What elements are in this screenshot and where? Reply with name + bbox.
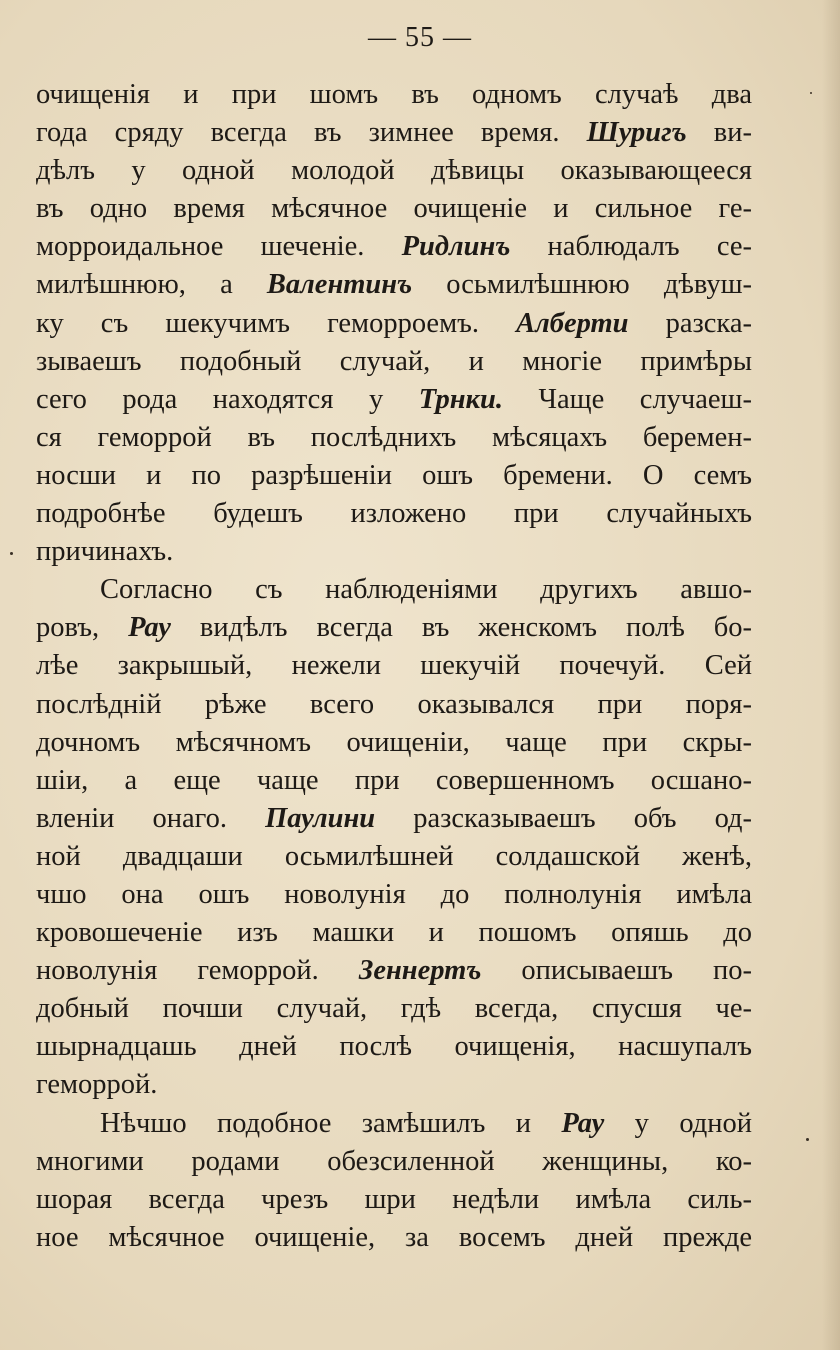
text-line — [36, 419, 752, 457]
text-segment: шіи, а еще чаще при совершенномъ осшано- — [36, 764, 752, 796]
text-line — [36, 762, 752, 800]
text-segment: осьмилѣшнюю дѣвуш- — [412, 269, 752, 301]
text-segment: описываешъ по- — [481, 955, 753, 987]
text-line — [36, 266, 752, 304]
text-segment: видѣлъ всегда въ женскомъ полѣ бо- — [170, 612, 753, 644]
text-segment: у одной — [604, 1107, 753, 1139]
text-line — [36, 343, 752, 381]
text-line — [36, 76, 752, 114]
text-line — [36, 1143, 752, 1181]
text-segment: причинахъ. — [36, 536, 174, 568]
text-line — [36, 381, 752, 419]
paper-speck — [810, 92, 812, 94]
text-segment: разска- — [628, 307, 752, 339]
text-segment: дочномъ мѣсячномъ очищеніи, чаще при скры- — [36, 726, 752, 758]
text-segment: зываешъ подобный случай, и многіе примѣры — [36, 345, 752, 377]
text-line — [36, 571, 752, 609]
text-segment: кровошеченіе изъ машки и пошомъ опяшь до — [36, 917, 752, 949]
author-name: Ридлинъ — [401, 231, 511, 263]
text-line — [36, 914, 752, 952]
author-name: Шуригъ — [586, 117, 687, 149]
text-line — [36, 457, 752, 495]
text-segment: дѣлъ у одной молодой дѣвицы оказывающееся — [36, 155, 752, 187]
text-line — [36, 305, 752, 343]
text-line — [36, 1066, 752, 1104]
text-line — [36, 152, 752, 190]
text-segment: новолунія геморрой. — [36, 955, 359, 987]
text-segment: въ одно время мѣсячное очищеніе и сильное ге- — [36, 193, 752, 225]
text-line — [36, 686, 752, 724]
text-segment: наблюдалъ се- — [510, 231, 752, 263]
text-segment: шырнадцашь дней послѣ очищенія, насшупалъ — [36, 1031, 752, 1063]
text-segment: очищенія и при шомъ въ одномъ случаѣ два — [36, 79, 752, 110]
author-name: Валентинъ — [266, 269, 413, 301]
text-line — [36, 838, 752, 876]
text-segment: носши и по разрѣшеніи ошъ бремени. О семъ — [36, 459, 752, 491]
text-segment: ви- — [686, 117, 752, 149]
text-segment: разсказываешъ объ од- — [375, 802, 752, 834]
text-line — [36, 1105, 752, 1143]
text-segment: послѣдній рѣже всего оказывался при поря- — [36, 688, 752, 720]
text-segment: шорая всегда чрезъ шри недѣли имѣла силь- — [36, 1183, 752, 1215]
text-segment: вленіи онаго. — [36, 802, 266, 834]
text-segment: ку съ шекучимъ геморроемъ. — [36, 307, 517, 339]
text-segment: ной двадцаши осьмилѣшней солдашской женѣ, — [36, 840, 752, 872]
text-line — [36, 1219, 752, 1257]
text-line — [36, 724, 752, 762]
page-edge-shadow — [822, 0, 840, 1350]
text-line — [36, 533, 752, 571]
text-line — [36, 609, 752, 647]
author-name: Рау — [561, 1107, 605, 1139]
text-segment: Чаще случаеш- — [502, 383, 752, 415]
text-segment: чшо она ошъ новолунія до полнолунія имѣла — [36, 878, 752, 910]
text-segment: многими родами обезсиленной женщины, ко- — [36, 1145, 752, 1177]
text-line — [36, 1181, 752, 1219]
text-line — [36, 190, 752, 228]
author-name: Паулини — [265, 802, 376, 834]
page-number: — 55 — — [368, 22, 472, 53]
text-segment: ся геморрой въ послѣднихъ мѣсяцахъ беремен- — [36, 421, 752, 453]
text-line — [36, 952, 752, 990]
text-segment: геморрой. — [36, 1069, 158, 1101]
text-segment: подробнѣе будешъ изложено при случайныхъ — [36, 498, 752, 530]
author-name: Алберти — [516, 307, 629, 339]
text-line — [36, 876, 752, 914]
text-line — [36, 990, 752, 1028]
text-line — [36, 114, 752, 152]
text-line — [36, 647, 752, 685]
text-segment: морроидальное шеченіе. — [36, 231, 402, 263]
text-segment: милѣшнюю, а — [36, 269, 267, 301]
text-segment: года сряду всегда въ зимнее время. — [36, 117, 587, 149]
text-segment: лѣе закрышый, нежели шекучій почечуй. Сей — [36, 650, 752, 682]
text-line — [36, 228, 752, 266]
text-segment: добный почши случай, гдѣ всегда, спусшя че- — [36, 993, 752, 1025]
text-segment: ное мѣсячное очищеніе, за восемъ дней прежде — [36, 1221, 752, 1253]
text-segment: Согласно съ наблюденіями другихъ авшо- — [100, 574, 752, 606]
paper-speck — [806, 1138, 809, 1141]
author-name: Рау — [128, 612, 171, 644]
text-line — [36, 495, 752, 533]
author-name: Зеннертъ — [358, 955, 482, 987]
text-segment: ровъ, — [36, 612, 129, 644]
text-segment: Нѣчшо подобное замѣшилъ и — [100, 1107, 562, 1139]
text-line — [36, 800, 752, 838]
text-segment: сего рода находятся у — [36, 383, 419, 415]
author-name: Трнки. — [418, 383, 503, 415]
text-line — [36, 1028, 752, 1066]
paper-speck — [10, 552, 13, 555]
body-text — [36, 76, 752, 1257]
